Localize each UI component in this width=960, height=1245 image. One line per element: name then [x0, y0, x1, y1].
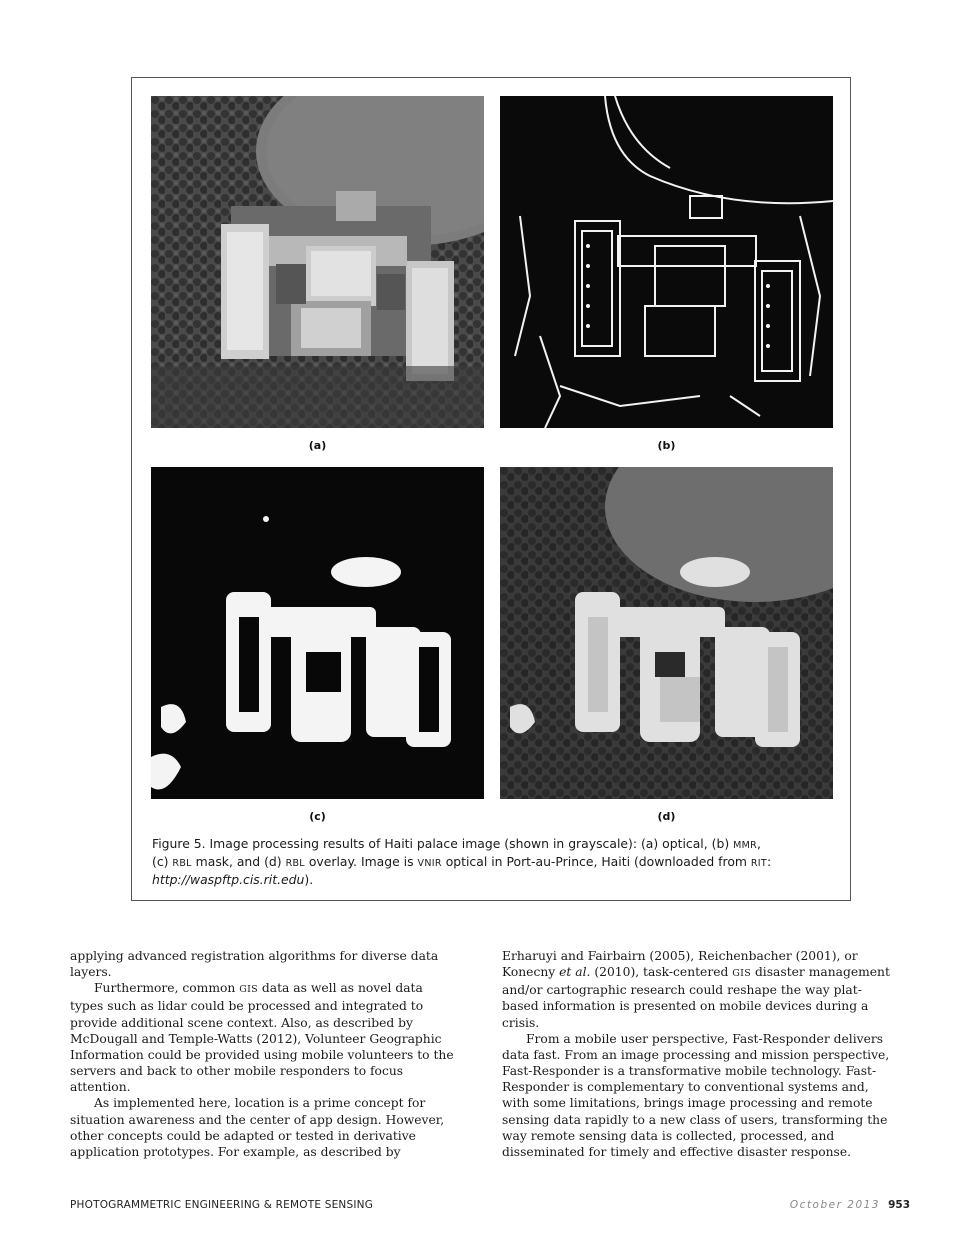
page-number: 953	[888, 1199, 910, 1211]
paragraph: From a mobile user perspective, Fast-Responder delivers data fast. From an image processing and mission perspective, Fast-Responder is a transformative mobile technology. Fast-Responder is complementary to conventional systems and, with some limitations, brings image processing and remote sensing data rapidly to a new class of users, transforming the way remote sensing data is collected, processed, and disseminated for timely and effective disaster response.	[502, 1031, 890, 1159]
paragraph: As implemented here, location is a prime concept for situation awareness and the center of app design. However, other concepts could be adapted or tested in derivative application prototypes. For example, as described by	[70, 1096, 445, 1159]
figure-caption: Figure 5. Image processing results of Haiti palace image (shown in grayscale): (a) optical, (b) MMR, (c) RBL mask, and (d) RBL overlay. Image is VNIR optical in Port-au-Prince, Haiti (downloaded from RIT: http://waspftp.cis.rit.edu).	[152, 836, 772, 887]
paragraph: Furthermore, common GIS data as well as novel data types such as lidar could be processed and integrated to provide additional scene context. Also, as described by McDougall and Temple-Watts (2012), Volunteer Geographic Information could be provided using mobile volunteers to the servers and back to other mobile responders to focus attention.	[70, 981, 454, 1095]
figure-5	[131, 77, 851, 901]
panel-c-label: (c)	[309, 810, 326, 823]
page-footer	[70, 1199, 910, 1215]
paragraph: applying advanced registration algorithms for diverse data layers.	[70, 949, 439, 980]
panel-d-rbl-overlay-image	[500, 467, 833, 799]
panel-b-mmr-image	[500, 96, 833, 428]
left-column	[70, 948, 458, 1160]
journal-name: PHOTOGRAMMETRIC ENGINEERING & REMOTE SENSING	[70, 1199, 374, 1211]
caption-url[interactable]: http://waspftp.cis.rit.edu	[152, 872, 305, 887]
paragraph: Erharuyi and Fairbairn (2005), Reichenbacher (2001), or Konecny et al. (2010), task-centered GIS disaster management and/or cartographic research could reshape the way plat-based information is presented on mobile devices during a crisis.	[502, 949, 890, 1030]
panel-c-rbl-mask-image	[151, 467, 484, 799]
panel-a-optical-image	[151, 96, 484, 428]
panel-d-label: (d)	[657, 810, 676, 823]
right-column	[502, 948, 890, 1160]
issue-date: October 2013	[789, 1199, 880, 1211]
panel-a-label: (a)	[308, 439, 327, 452]
panel-b-label: (b)	[657, 439, 676, 452]
